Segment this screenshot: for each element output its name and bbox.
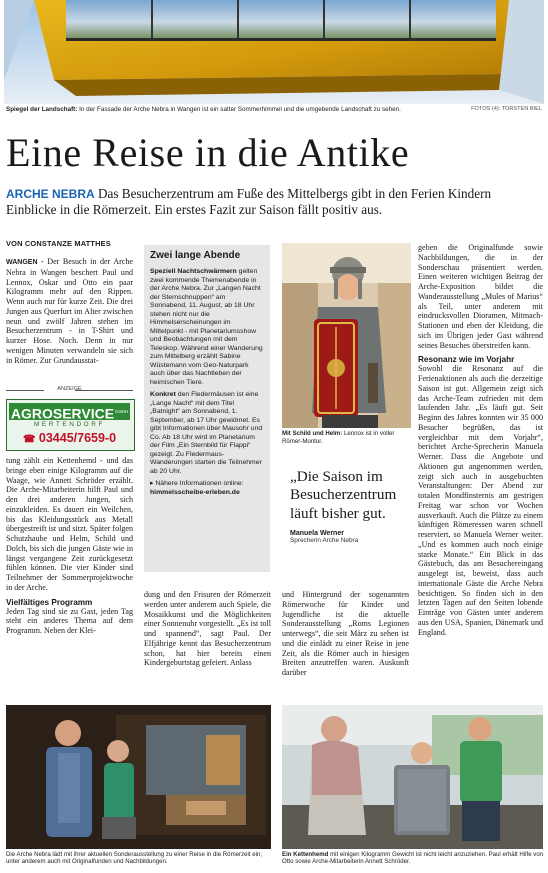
paragraph: und Hintergrund der sogenannten Römerwoche für Kinder und Jugendliche ist die aktuelle Sonderausstellung „Roms Legionen unterwegs“, die seit März zu sehen ist und die einlädt zu einer Reise in jene Zeit, als die Römer auch in hiesigen Breiten anzutreffen waren. Auskunft darüber [282,590,409,677]
roman-boy-image [282,243,411,428]
column-1 [6,257,133,365]
paragraph: Jeden Tag sind sie zu Gast, jeden Tag steht ein anderes Thema auf dem Programm. Neben der Klei- [6,606,133,635]
column-4 [418,243,543,637]
phone-icon: ☎ [22,434,36,445]
hero-photo [4,0,544,104]
info-box-body [150,268,264,497]
ad-brand [9,403,130,420]
ad-phone-text: 03445/7659-0 [38,431,117,445]
arrow-icon: ▸ [150,480,154,487]
caption-text: Lennox ist in voller Römer-Montur. [282,430,395,445]
paragraph [150,268,264,387]
caption-bold: Spiegel der Landschaft: [6,106,78,113]
lead-in: Konkret [150,391,176,398]
lead-in: Speziell Nachtschwärmern [150,268,237,275]
pull-quote [290,468,408,544]
quote-author: Manuela Werner [290,530,344,538]
ad-phone [9,431,130,445]
advertisement[interactable] [6,399,135,451]
ad-brand-text: AGROSERVICE [10,405,115,422]
caption-exhibition: Die Arche Nebra lädt mit ihrer aktuellen Sonderausstellung zu einer Reise in die Römerzeit ein; unter anderem auch mit Originalfunden und Nachbildungen. [6,851,263,866]
paragraph: Sowohl die Resonanz auf die Ferienaktionen als auch die derzeitige Saison ist gut. Allgemein zeigt sich das Arche-Team zufrieden mit dem laufenden Jahr. „Es läuft gut. Seit Beginn des Jahres konnten wir 35 000 Besucher begrüßen, das ist vergleichbar mit dem Vorjahr“, berichtet Arche-Sprecherin Manuela Werner. Dass die Angebote und Aktionen gut angenommen werden, zeigt sich auch in ausgebuchten Veranstaltungen: Der Abend zur totalen Mondfinsternis am gestrigen Freitag war schon vor Wochen ausverkauft. Auch die Plätze zu einem künftigen Römeressen waren schnell reserviert, so Manuela Werner weiter. „Und es kommen auch noch einige starke Monate.“ Ein Blick in das Gästebuch, das am Besuchereingang ausgelegt ist, beweist, dass auch internationale Gäste die Arche Nebra besichtigen. So finden sich in den letzten Tagen auf den Seiten lobende Einträge von Gästen unter anderem aus den USA, Spanien, Dänemark und England. [418,364,543,637]
info-box-title: Zwei lange Abende [150,250,241,261]
photo-exhibition [6,705,271,849]
paragraph: dung und den Frisuren der Römerzeit werden unter anderem auch Spiele, die Mosaikkunst und die Möglichkeiten einer Sonnenuhr vorgestellt. „Es ist toll und spannend“, sagt Paul. Der Elfjährige kennt das Besucherzentrum schon, hat hier bereits einen Kindergeburtstag gefeiert. Anlass [144,590,271,668]
headline: Eine Reise in die Antike [6,130,410,175]
quote-role: Sprecherin Arche Nebra [290,537,359,545]
column-3-lower [282,590,409,678]
chainmail-image [282,705,543,849]
photo-credit: FOTOS (4): TORSTEN BIEL [471,106,542,112]
photo-boy [282,243,411,428]
caption-text: In der Fassade der Arche Nebra in Wangen ist ein satter Sommerhimmel und die umgebende Landschaft zu sehen. [77,106,401,113]
photo-chainmail [282,705,543,849]
facade-image [4,0,544,104]
paragraph: tung zählt ein Kettenhemd - und das bringe eben einige Kilogramm auf die Waage, wie Annett Schröder erzählt. Die Arche-Mitarbeiterin hilft Paul und den drei anderen Jungen, sich einzukleiden. Es dauert ein Weilchen, bis das Kleidungsstück aus Metall übergestreift ist und sitzt. Später folgen Schutzhaube und Helm, Schild und Dolch, bis sich die jungen Gäste wie in längst vergangene Zeit zurückgesetzt fühlen können. Die vier Kinder sind Teilnehmer der Sommerprojektwoche in der Arche. [6,456,133,592]
subhead: Resonanz wie im Vorjahr [418,355,515,365]
column-1-lower [6,456,133,636]
ad-label-text: ANZEIGE [57,386,82,392]
exhibition-image [6,705,271,849]
caption-bold: Mit Schild und Helm: [282,430,343,437]
paragraph-text: - Der Besuch in der Arche Nebra in Wangen beschert Paul und Lennox, Oskar und Otto ein paar Kilogramm mehr auf den Rippen. Wenn auch nur für kurze Zeit. Die drei Jungen aus Querfurt im Alter zwischen neun und zwölf Jahren stehen im Besucherzentrum - in T-Shirt und kurzer Hose. Noch. Denn in nur wenigen Minuten verwandeln sie sich in Römer. Zur Grundausstat- [6,257,133,365]
paragraph-text: gelten zwei kommende Themenabende in der Arche Nebra. Zur „Langen Nacht der Sternschnuppen“ am Sonnabend, 11. August, ab 18 Uhr stehen nicht nur die Himmelserscheinungen im Mittelpunkt - mit Planetariumsshow und Beobachtungen mit dem Teleskop. Während einer Wanderung zum Mittelberg erzählt Sabine Wüstemann vom Geo-Naturpark auch über das Nachtleben der heimischen Tiere. [150,268,263,386]
link-label: Nähere Informationen online: [155,480,244,487]
byline: VON CONSTANZE MATTHES [6,239,111,248]
kicker: ARCHE NEBRA [6,187,95,201]
info-link[interactable] [150,480,264,497]
paragraph: geben die Originalfunde sowie Nachbildungen, die in der Sonderschau präsentiert werden. Einen weiteren wichtigen Beitrag der Arche-Exposition bildet die Wanderausstellung „Mules of Marius“ als Teil, unter anderem mit eindrucksvollen Dioramen, Mitmach-Stationen und eben der Kleidung, die sich im Übrigen jeder Gast während seines Besuches überstreifen kann. [418,243,543,350]
paragraph-text: den Fledermäusen ist eine „Lange Nacht“ mit dem Titel „Batnight“ am Sonnabend, 1. September, ab 17 Uhr gewidmet. Es gibt Informationen über Mausohr und Co. Ab 18 Uhr wird im Planetarium der Film „Ein Sternbild für Flappi“ gezeigt. Zu Fledermaus-Wanderungen starten die Teilnehmer ab 20 Uhr. [150,391,263,475]
quote-text: „Die Saison im Besucherzentrum läuft bisher gut. [290,468,397,522]
link-url[interactable]: himmelsscheibe-erleben.de [150,488,240,496]
hero-caption [6,106,436,114]
ad-place: MERTENDORF [34,421,105,428]
info-box [144,245,270,572]
column-2-lower [144,590,271,668]
caption-bold: Ein Kettenhemd [282,851,329,858]
photo-boy-caption [282,430,412,445]
lead-text: Das Besucherzentrum am Fuße des Mittelbergs gibt in den Ferien Kindern Einblicke in die Römerzeit. Ein erstes Fazit zur Saison fällt positiv aus. [6,186,492,217]
caption-chainmail [282,851,544,866]
dateline: WANGEN [6,259,38,266]
subhead: Vielfältiges Programm [6,597,93,607]
caption-text: mit einigen Kilogramm Gewicht ist nicht leicht anzuziehen. Paul erhält Hilfe von Otto sowie Arche-Mitarbeiterin Annett Schröder. [282,851,544,866]
paragraph [6,257,133,365]
ad-label [6,386,133,392]
lead [6,186,540,218]
ad-brand-suffix: GmbH [115,409,129,414]
paragraph [150,391,264,476]
